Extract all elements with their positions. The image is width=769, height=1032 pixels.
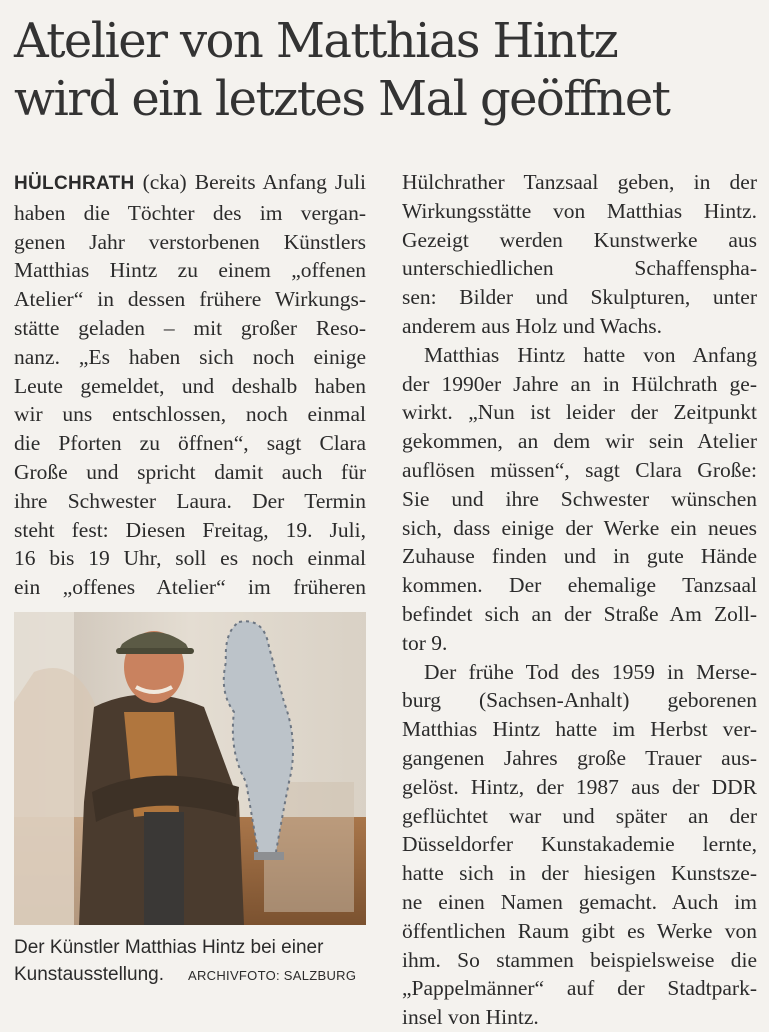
article-line: insel von Hintz.: [402, 1005, 539, 1030]
article-line: unterschiedlichen Schaffenspha-: [402, 256, 757, 281]
article-line: gangenen Jahres große Trauer aus-: [402, 745, 757, 770]
article-line: wir uns entschlossen, noch einmal: [14, 402, 366, 427]
article-line: sen: Bilder und Skulpturen, unter: [402, 285, 757, 310]
article-line: „Pappelmänner“ auf der Stadtpark-: [402, 976, 757, 1001]
article-line: öffentlichen Raum gibt es Werke von: [402, 918, 757, 943]
article-line: Matthias Hintz hatte im Herbst ver-: [402, 717, 757, 742]
article-line: hatte sich in der hiesigen Kunstsze-: [402, 861, 757, 886]
photo-credit: ARCHIVFOTO: SALZBURG: [188, 968, 357, 983]
dateline: HÜLCHRATH: [14, 173, 135, 194]
article-line: Matthias Hintz zu einem „offenen: [14, 258, 366, 283]
article-line: sich, dass einige der Werke ein neues: [402, 515, 757, 540]
article-line: ne einen Namen gemacht. Auch im: [402, 889, 757, 914]
article-line: der 1990er Jahre an in Hülchrath ge-: [402, 371, 757, 396]
article-line: nanz. „Es haben sich noch einige: [14, 344, 366, 369]
article-line: befindet sich an der Straße Am Zoll-: [402, 601, 757, 626]
headline-line-2: wird ein letztes Mal geöffnet: [14, 71, 670, 127]
article-line: 16 bis 19 Uhr, soll es noch einmal: [14, 546, 366, 571]
article-line: ihm. So stammen beispielsweise die: [402, 947, 757, 972]
article-line: genen Jahr verstorbenen Künstlers: [14, 229, 366, 254]
article-line: Düsseldorfer Kunstakademie lernte,: [402, 832, 757, 857]
article-line: Atelier“ in dessen frühere Wirkungs-: [14, 287, 366, 312]
article-line: wirkt. „Nun ist leider der Zeitpunkt: [402, 400, 757, 425]
article-line: Sie und ihre Schwester wünschen: [402, 486, 757, 511]
article-line: ihre Schwester Laura. Der Termin: [14, 488, 366, 513]
article-line: auflösen müssen“, sagt Clara Große:: [402, 457, 757, 482]
artist-photo: [14, 612, 366, 925]
article-line: stätte geladen – mit großer Reso-: [14, 315, 366, 340]
article-line: Der frühe Tod des 1959 in Merse-: [424, 659, 757, 684]
article-line: Gezeigt werden Kunstwerke aus: [402, 227, 757, 252]
article-line: Hülchrather Tanzsaal geben, in der: [402, 170, 757, 194]
article-line: Matthias Hintz hatte von Anfang: [424, 342, 757, 367]
article-line: kommen. Der ehemalige Tanzsaal: [402, 573, 757, 598]
article-line: gekommen, an dem wir sein Atelier: [402, 429, 757, 454]
article-line: steht fest: Diesen Freitag, 19. Juli,: [14, 517, 366, 542]
article-line: Zuhause finden und in gute Hände: [402, 544, 757, 569]
article-line: ein „offenes Atelier“ im früheren: [14, 575, 366, 600]
caption-line-2: [14, 961, 366, 989]
caption-line-1: Der Künstler Matthias Hintz bei einer: [14, 937, 324, 958]
caption-text: Kunstausstellung.: [14, 964, 164, 985]
article-line: Wirkungsstätte von Matthias Hintz.: [402, 198, 757, 223]
artist-photo-image: [14, 612, 366, 925]
article-line: tor 9.: [402, 630, 448, 655]
headline-line-1: Atelier von Matthias Hintz: [14, 13, 618, 69]
article-column-left: [14, 168, 366, 602]
article-line: Große und spricht damit auch für: [14, 459, 366, 484]
article-line: anderem aus Holz und Wachs.: [402, 313, 662, 338]
article-line: gelöst. Hintz, der 1987 aus der DDR: [402, 774, 757, 799]
photo-caption: [14, 934, 366, 989]
article-line: [14, 168, 366, 199]
article-column-right: [402, 168, 757, 1032]
article-line: die Pforten zu öffnen“, sagt Clara: [14, 431, 366, 456]
article-line: geflüchtet war und später an der: [402, 803, 757, 828]
article-line-text: (cka) Bereits Anfang Juli: [134, 170, 366, 194]
article-line: burg (Sachsen-Anhalt) geborenen: [402, 688, 757, 713]
article-line: Leute gemeldet, und deshalb haben: [14, 373, 366, 398]
headline: [14, 12, 759, 128]
article-line: haben die Töchter des im vergan-: [14, 200, 366, 225]
